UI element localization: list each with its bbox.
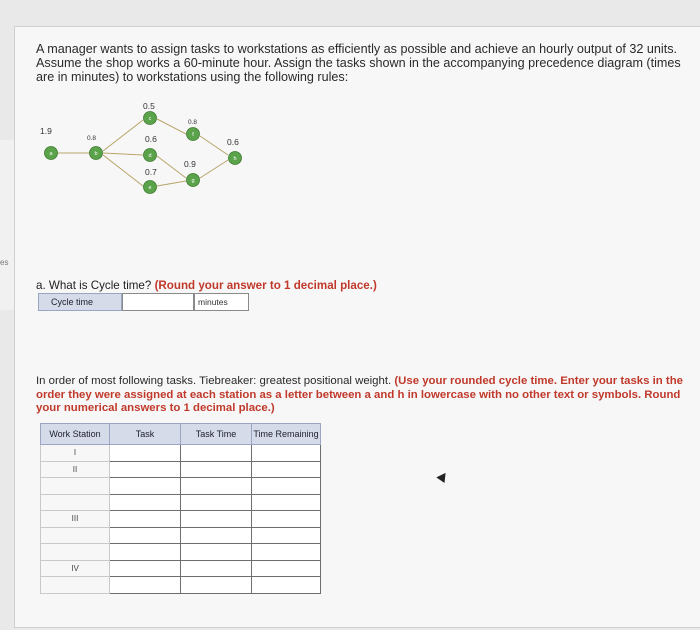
time-remaining-input[interactable] (252, 560, 321, 577)
question-a-text: a. What is Cycle time? (36, 279, 152, 292)
table-row (41, 478, 321, 495)
time-label-b: 0.8 (87, 135, 97, 142)
task-time-input[interactable] (181, 511, 252, 528)
question-a (36, 279, 377, 292)
time-label-c: 0.5 (143, 101, 155, 111)
table-row (41, 544, 321, 561)
time-remaining-input[interactable] (252, 527, 321, 544)
task-input[interactable] (110, 527, 181, 544)
time-remaining-input[interactable] (252, 445, 321, 462)
header-time-remaining: Time Remaining (252, 424, 321, 445)
question-a-hint: (Round your answer to 1 decimal place.) (154, 279, 377, 292)
task-input[interactable] (110, 560, 181, 577)
node-c (144, 112, 157, 125)
task-time-input[interactable] (181, 577, 252, 594)
task-time-input[interactable] (181, 560, 252, 577)
problem-intro: A manager wants to assign tasks to workstations as efficiently as possible and achieve an hourly output of 32 units. Assume the shop works a 60-minute hour. Assign the tasks shown in the accompanying precedence diagram (times are in minutes) to workstations using the following rules: (36, 42, 681, 84)
task-input[interactable] (110, 445, 181, 462)
task-input[interactable] (110, 494, 181, 511)
node-d (144, 149, 157, 162)
time-remaining-input[interactable] (252, 544, 321, 561)
table-row (41, 494, 321, 511)
time-remaining-input[interactable] (252, 461, 321, 478)
task-time-input[interactable] (181, 494, 252, 511)
node-d-letter: d (148, 153, 152, 159)
station-cell: I (41, 445, 110, 462)
task-time-input[interactable] (181, 544, 252, 561)
station-cell: II (41, 461, 110, 478)
time-remaining-input[interactable] (252, 511, 321, 528)
header-task-time: Task Time (181, 424, 252, 445)
left-panel-edge (0, 140, 15, 310)
task-input[interactable] (110, 544, 181, 561)
station-cell (41, 478, 110, 495)
station-cell (41, 544, 110, 561)
header-work-station: Work Station (41, 424, 110, 445)
node-g-letter: g (191, 178, 195, 184)
precedence-diagram (34, 100, 274, 200)
table-row (41, 461, 321, 478)
header-task: Task (110, 424, 181, 445)
cycle-time-label: Cycle time (38, 293, 122, 311)
node-f (187, 128, 200, 141)
time-label-a: 1.9 (40, 126, 52, 136)
assignment-instructions (36, 375, 696, 416)
table-row (41, 560, 321, 577)
time-label-d: 0.6 (145, 134, 157, 144)
node-h (229, 152, 242, 165)
task-time-input[interactable] (181, 527, 252, 544)
time-label-h: 0.6 (227, 137, 239, 147)
node-e-letter: e (148, 185, 152, 191)
table-row (41, 445, 321, 462)
station-cell (41, 527, 110, 544)
node-a-letter: a (49, 151, 53, 157)
node-a (45, 147, 58, 160)
task-time-input[interactable] (181, 461, 252, 478)
node-c-letter: c (148, 116, 152, 122)
node-b (90, 147, 103, 160)
station-cell: III (41, 511, 110, 528)
station-cell (41, 494, 110, 511)
time-remaining-input[interactable] (252, 494, 321, 511)
cycle-time-input[interactable] (122, 293, 194, 311)
task-input[interactable] (110, 478, 181, 495)
table-row (41, 511, 321, 528)
task-time-input[interactable] (181, 478, 252, 495)
instructions-hint: (Use your rounded cycle time. Enter your tasks in the order they were assigned at each station as a letter between a and h in lowercase with no other text or symbols. Round your numerical answers to 1 decimal place.) (36, 375, 684, 415)
time-remaining-input[interactable] (252, 577, 321, 594)
cycle-time-unit: minutes (194, 293, 249, 311)
task-input[interactable] (110, 511, 181, 528)
time-remaining-input[interactable] (252, 478, 321, 495)
workstation-table (40, 423, 321, 594)
table-row (41, 527, 321, 544)
time-label-f: 0.8 (188, 119, 198, 126)
node-f-letter: f (192, 132, 194, 138)
station-cell: IV (41, 560, 110, 577)
node-b-letter: b (94, 151, 98, 157)
table-row (41, 577, 321, 594)
time-label-g: 0.9 (184, 159, 196, 169)
task-input[interactable] (110, 461, 181, 478)
cycle-time-row (38, 293, 249, 311)
instructions-text: In order of most following tasks. Tiebreaker: greatest positional weight. (36, 375, 392, 387)
task-time-input[interactable] (181, 445, 252, 462)
margin-fragment: es (0, 258, 9, 267)
node-g (187, 174, 200, 187)
node-e (144, 181, 157, 194)
node-h-letter: h (233, 156, 237, 162)
station-cell (41, 577, 110, 594)
time-label-e: 0.7 (145, 167, 157, 177)
task-input[interactable] (110, 577, 181, 594)
